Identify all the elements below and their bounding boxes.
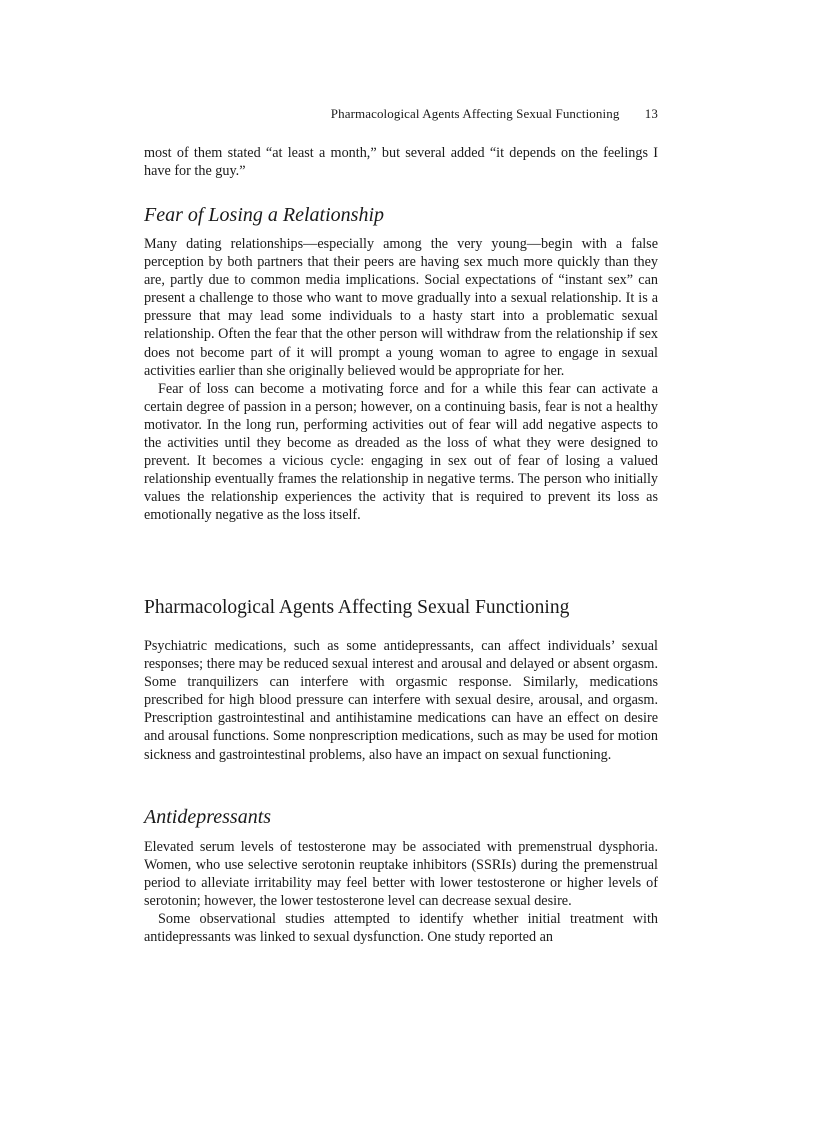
fear-paragraph-1: Many dating relationships—especially among the very young—begin with a false perception by both partners that their peers are having sex much more quickly than they are, partly due to common media implications. Social expectations of “instant sex” can present a challenge to those who want to move gradually into a sexual relationship. It is a pressure that may lead some individuals to a hasty start into a problematic sexual relationship. Often the fear that the other person will withdraw from the relationship if sex does not become part of it will prompt a young woman to agree to engage in sexual activities earlier than she originally believed would be appropriate for her.	[144, 236, 658, 379]
intro-block	[144, 144, 658, 180]
fear-paragraph-2: Fear of loss can become a motivating force and for a while this fear can activate a certain degree of passion in a person; however, on a continuing basis, fear is not a healthy motivator. In the long run, performing activities out of fear will add negative aspects to the activities until they become as dreaded as the loss of what they were designed to prevent. It becomes a vicious cycle: engaging in sex out of fear of losing a valued relationship eventually frames the relationship in negative terms. The person who initially values the relationship experiences the activity that is required to prevent its loss as emotionally negative as the loss itself.	[144, 380, 658, 524]
pharm-section-body	[144, 637, 658, 764]
pharm-paragraph-1: Psychiatric medications, such as some antidepressants, can affect individuals’ sexual responses; there may be reduced sexual interest and arousal and delayed or absent orgasm. Some tranquilizers can interfere with orgasmic response. Similarly, medications prescribed for high blood pressure can interfere with sexual desire, arousal, and orgasm. Prescription gastrointestinal and antihistamine medications can have an effect on desire and arousal functions. Some nonprescription medications, such as may be used for motion sickness and gastrointestinal problems, also have an impact on sexual functioning.	[144, 638, 658, 763]
anti-section-heading-wrap	[144, 805, 658, 829]
pharm-section-heading-wrap	[144, 596, 658, 620]
running-title: Pharmacological Agents Affecting Sexual Functioning	[330, 106, 620, 121]
page-number: 13	[644, 106, 658, 121]
intro-paragraph: most of them stated “at least a month,” but several added “it depends on the feelings I have for the guy.”	[144, 145, 658, 180]
anti-section-heading: Antidepressants	[144, 806, 272, 828]
anti-paragraph-1: Elevated serum levels of testosterone may be associated with premenstrual dysphoria. Women, who use selective serotonin reuptake inhibitors (SSRIs) during the premenstrual period to alleviate irritability may feel better with lower testosterone or higher levels of serotonin; however, the lower testosterone level can decrease sexual desire.	[144, 839, 658, 910]
fear-section-heading: Fear of Losing a Relationship	[144, 204, 384, 226]
fear-section-body	[144, 235, 658, 525]
running-head	[144, 105, 658, 123]
pharm-section-heading: Pharmacological Agents Affecting Sexual Functioning	[144, 597, 570, 618]
anti-paragraph-2: Some observational studies attempted to identify whether initial treatment with antidepressants was linked to sexual dysfunction. One study reported an	[144, 911, 658, 946]
anti-section-body	[144, 838, 658, 947]
fear-section-heading-wrap	[144, 203, 658, 227]
